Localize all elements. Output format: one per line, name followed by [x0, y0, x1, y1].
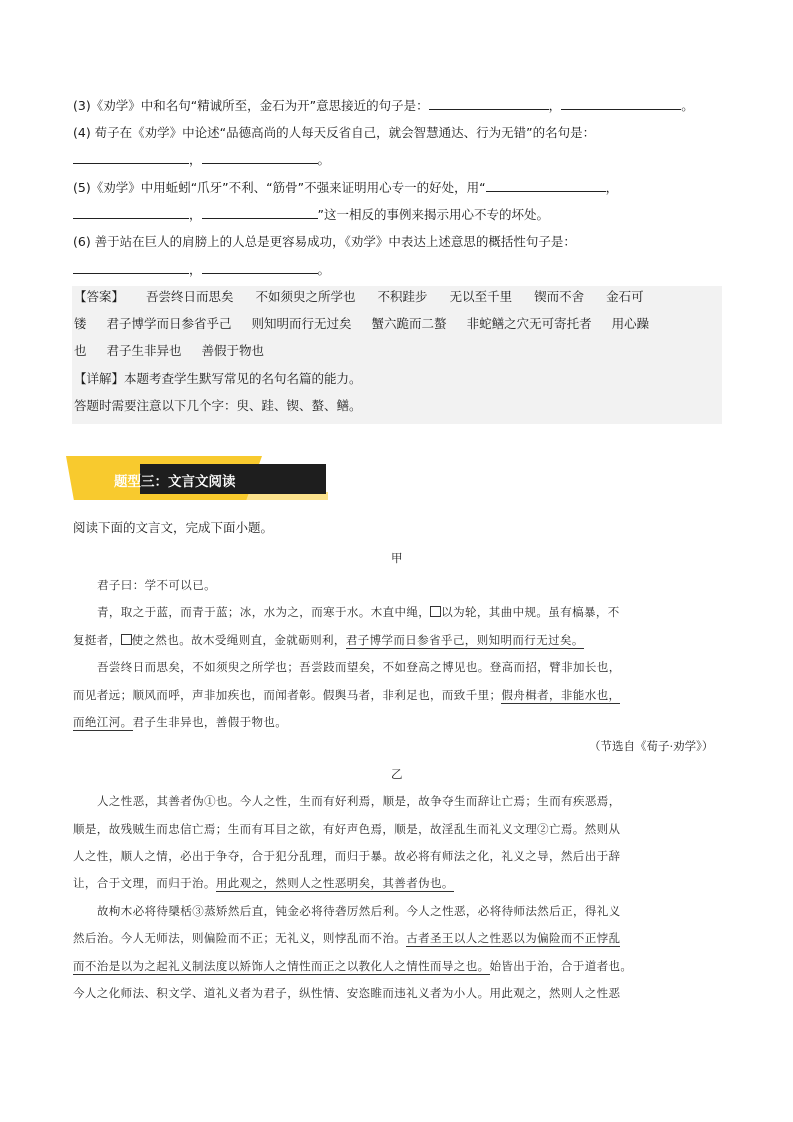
- question-3: (3)《劝学》中和名句“精诚所至，金石为开”意思接近的句子是： ， 。: [73, 98, 694, 113]
- passage-b-line-1: 人之性恶，其善者伪①也。今人之性，生而有好利焉，顺是，故争夺生而辞让亡焉；生而有疾恶焉，: [97, 794, 621, 808]
- answer-box: [72, 286, 722, 424]
- underlined-sentence: 假舟楫者，非能水也，: [501, 688, 621, 702]
- passage-a-heading: 甲: [391, 551, 403, 565]
- detail-label: 【详解】: [74, 371, 125, 386]
- missing-char-box: [430, 606, 441, 617]
- passage-b-line-6: 然后治。今人无师法，则偏险而不正；无礼义，则悖乱而不治。古者圣王以人之性恶以为偏险而不正悖乱: [73, 931, 621, 945]
- passage-b-line-3: 人之性，顺人之情，必出于争夺，合于犯分乱理，而归于暴。故必将有师法之化，礼义之导，然后出于辞: [73, 849, 621, 863]
- passage-b-line-5: 故枸木必将待檃栝③蒸矫然后直，钝金必将待砻厉然后利。今人之性恶，必将待师法然后正，得礼义: [97, 904, 621, 918]
- section-title: 题型三：文言文阅读: [114, 474, 236, 490]
- passage-b-heading: 乙: [391, 767, 403, 781]
- detail-line-2: 答题时需要注意以下几个字：臾、跬、锲、螯、鳝。: [74, 398, 362, 413]
- answer-blank[interactable]: [202, 262, 318, 274]
- question-3-text: (3)《劝学》中和名句“精诚所至，金石为开”意思接近的句子是：: [73, 98, 429, 113]
- answer-line-3: 也 君子生非异也 善假于物也: [74, 343, 265, 358]
- underlined-sentence: 古者圣王以人之性恶以为偏险而不正悖乱: [406, 931, 621, 945]
- reading-instruction: 阅读下面的文言文，完成下面小题。: [73, 520, 274, 535]
- question-5-line2: ， ”这一相反的事例来揭示用心不专的坏处。: [73, 207, 549, 223]
- answer-line-1: 【答案】 吾尝终日而思矣 不如须臾之所学也 不积跬步 无以至千里 锲而不舍 金石可: [74, 289, 644, 304]
- question-5-text: (5)《劝学》中用蚯蚓“爪牙”不利、“筋骨”不强来证明用心专一的好处，用“: [73, 180, 486, 195]
- answer-blank[interactable]: [561, 98, 681, 110]
- answer-blank[interactable]: [73, 262, 189, 274]
- question-6-text: (6) 善于站在巨人的肩膀上的人总是更容易成功，《劝学》中表达上述意思的概括性句子是：: [73, 234, 576, 249]
- underlined-sentence: 君子博学而日参省乎己，则知明而行无过矣。: [345, 633, 584, 647]
- underlined-sentence: 用此观之，然则人之性恶明矣，其善者伪也。: [215, 876, 454, 890]
- passage-a-source: （节选自《荀子·劝学》）: [589, 739, 714, 753]
- answer-label: 【答案】: [74, 289, 125, 304]
- answer-blank[interactable]: [202, 152, 318, 164]
- answer-blank[interactable]: [73, 152, 189, 164]
- passage-a-line-5: 而见者远；顺风而呼，声非加疾也，而闻者彰。假舆马者，非利足也，而致千里；假舟楫者，非能水也，: [73, 688, 621, 702]
- missing-char-box: [121, 634, 132, 645]
- answer-line-2: 镂 君子博学而日参省乎己 则知明而行无过矣 蟹六跪而二螯 非蛇鳝之穴无可寄托者 用心躁: [74, 316, 650, 331]
- question-6-blanks: ， 。: [73, 262, 330, 278]
- passage-a-line-3: 复挺者， 使之然也。故木受绳则直，金就砺则利，君子博学而日参省乎己，则知明而行无过矣。: [73, 633, 584, 647]
- question-4: [73, 125, 595, 141]
- question-4-blanks: ， 。: [73, 152, 330, 168]
- answer-blank[interactable]: [202, 207, 318, 219]
- answer-blank[interactable]: [486, 180, 606, 192]
- underlined-sentence: 而不治是以为之起礼义制法度以矫饰人之情性而正之以教化人之情性而导之也。: [73, 959, 490, 973]
- underlined-sentence: 而绝江河。: [73, 715, 133, 729]
- passage-b-line-4: 让，合于文理，而归于治。用此观之，然则人之性恶明矣，其善者伪也。: [73, 876, 454, 890]
- answer-blank[interactable]: [73, 207, 189, 219]
- question-5: (5)《劝学》中用蚯蚓“爪牙”不利、“筋骨”不强来证明用心专一的好处，用“ ，: [73, 180, 619, 195]
- detail-line-1: 【详解】本题考查学生默写常见的名句名篇的能力。: [74, 371, 362, 386]
- question-4-text: (4) 荀子在《劝学》中论述“品德高尚的人每天反省自己，就会智慧通达、行为无错”的名句是：: [73, 125, 596, 140]
- passage-a-line-1: 君子曰：学不可以已。: [97, 578, 216, 592]
- passage-a-line-6: 而绝江河。君子生非异也，善假于物也。: [73, 715, 288, 729]
- question-6: [73, 234, 576, 250]
- passage-a-line-2: 青，取之于蓝，而青于蓝；冰，水为之，而寒于水。木直中绳， 以为轮，其曲中规。虽有槁暴，不: [97, 605, 620, 619]
- passage-b-line-8: 今人之化师法、积文学、道礼义者为君子，纵性情、安恣睢而违礼义者为小人。用此观之，然则人之性恶: [73, 986, 621, 1000]
- passage-b-line-2: 顺是，故残贼生而忠信亡焉；生而有耳目之欲，有好声色焉，顺是，故淫乱生而礼义文理②亡焉。然则从: [73, 822, 621, 836]
- answer-blank[interactable]: [429, 98, 549, 110]
- passage-a-line-4: 吾尝终日而思矣，不如须臾之所学也；吾尝跂而望矣，不如登高之博见也。登高而招，臂非加长也，: [97, 660, 621, 674]
- section-banner: [66, 456, 262, 500]
- passage-b-line-7: 而不治是以为之起礼义制法度以矫饰人之情性而正之以教化人之情性而导之也。始皆出于治，合于道者也。: [73, 959, 633, 973]
